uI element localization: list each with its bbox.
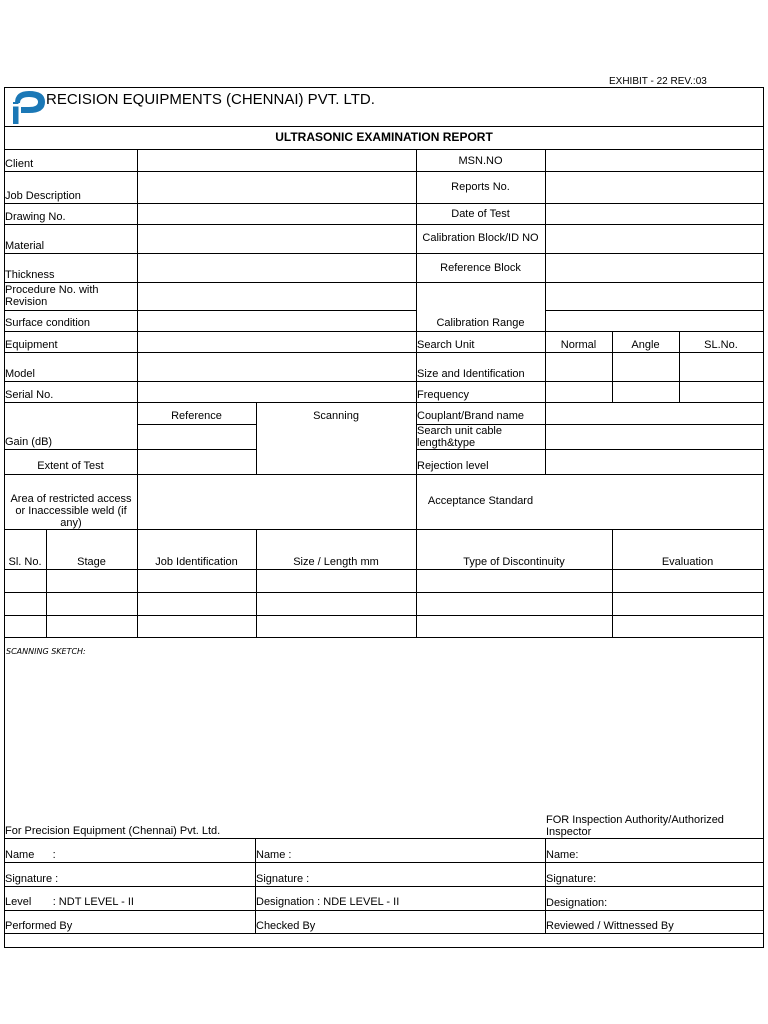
rule	[4, 529, 764, 530]
rule	[256, 529, 257, 637]
rule	[4, 381, 764, 382]
rule	[4, 331, 764, 332]
reviewer-signature: Signature:	[546, 873, 597, 885]
label-reference-block: Reference Block	[440, 262, 521, 274]
label-search-unit: Search Unit	[417, 339, 475, 351]
rule	[4, 149, 764, 150]
rule	[4, 224, 764, 225]
rule	[4, 474, 764, 475]
logo-underline	[4, 126, 14, 127]
th-evaluation: Evaluation	[661, 556, 714, 568]
rule	[4, 910, 764, 911]
label-calibration-block: Calibration Block/ID NO	[422, 232, 539, 244]
label-material: Material	[5, 240, 45, 252]
rule	[4, 310, 416, 311]
label-job-description: Job Description	[5, 190, 81, 202]
label-surface-condition: Surface condition	[5, 317, 90, 329]
label-sl-no: SL.No.	[704, 339, 738, 351]
rule	[4, 449, 256, 450]
rule	[4, 569, 764, 570]
label-model: Model	[5, 368, 35, 380]
label-couplant: Couplant/Brand name	[417, 410, 525, 422]
label-cable-length: Search unit cable length&type	[417, 425, 502, 449]
label-size-identification: Size and Identification	[417, 368, 525, 380]
label-client: Client	[5, 158, 34, 170]
performed-by-label: Performed By	[5, 920, 73, 932]
for-precision-label: For Precision Equipment (Chennai) Pvt. Ltd.	[5, 825, 221, 837]
rule	[4, 352, 764, 353]
rule	[137, 149, 138, 569]
rule	[4, 592, 764, 593]
rule	[612, 529, 613, 637]
rule	[4, 886, 764, 887]
label-acceptance-standard: Acceptance Standard	[427, 495, 534, 507]
reviewer-designation: Designation:	[546, 897, 608, 909]
label-extent-of-test: Extent of Test	[37, 460, 104, 472]
rule	[4, 947, 764, 948]
th-size-length: Size / Length mm	[293, 556, 379, 568]
checked-by-label: Checked By	[256, 920, 316, 932]
checker-signature: Signature :	[256, 873, 310, 885]
for-inspection-authority-label: FOR Inspection Authority/Authorized Inspector	[546, 814, 724, 838]
label-date-of-test: Date of Test	[451, 208, 510, 220]
label-drawing-no: Drawing No.	[5, 211, 66, 223]
label-frequency: Frequency	[417, 389, 469, 401]
reviewer-name: Name:	[546, 849, 579, 861]
label-restricted-access: Area of restricted access or Inaccessible weld (if any)	[10, 493, 132, 529]
label-rejection-level: Rejection level	[417, 460, 489, 472]
rule	[137, 569, 138, 637]
th-type-discontinuity: Type of Discontinuity	[463, 556, 565, 568]
reviewed-by-label: Reviewed / Wittnessed By	[546, 920, 674, 932]
rule	[545, 149, 546, 474]
label-procedure: Procedure No. with Revision	[5, 284, 99, 308]
company-logo	[9, 89, 49, 127]
rule	[137, 424, 256, 425]
rule	[416, 569, 417, 637]
rule	[4, 615, 764, 616]
performer-signature: Signature :	[5, 873, 59, 885]
rule	[4, 402, 764, 403]
rule	[4, 838, 764, 839]
label-serial-no: Serial No.	[5, 389, 54, 401]
label-reference: Reference	[171, 410, 222, 422]
rule	[4, 253, 764, 254]
label-thickness: Thickness	[5, 269, 55, 281]
th-job-identification: Job Identification	[155, 556, 238, 568]
exhibit-number: EXHIBIT - 22 REV.:03	[609, 76, 707, 87]
label-reports-no: Reports No.	[451, 181, 510, 193]
label-scanning: Scanning	[313, 410, 359, 422]
th-sl-no: Sl. No.	[8, 556, 42, 568]
performer-name: Name :	[5, 849, 56, 861]
rule	[4, 203, 764, 204]
label-gain: Gain (dB)	[5, 436, 53, 448]
report-title: ULTRASONIC EXAMINATION REPORT	[275, 130, 493, 144]
label-equipment: Equipment	[5, 339, 58, 351]
label-msn-no: MSN.NO	[458, 155, 503, 167]
rule	[4, 171, 764, 172]
rule	[4, 637, 764, 638]
checker-name: Name :	[256, 849, 292, 861]
company-name: RECISION EQUIPMENTS (CHENNAI) PVT. LTD.	[46, 91, 375, 108]
rule	[416, 449, 764, 450]
rule	[545, 310, 764, 311]
rule	[4, 933, 764, 934]
rule	[4, 126, 764, 127]
rule	[763, 87, 764, 948]
performer-level: Level : NDT LEVEL - II	[5, 896, 134, 908]
th-stage: Stage	[77, 556, 106, 568]
label-calibration-range: Calibration Range	[436, 317, 525, 329]
rule	[4, 862, 764, 863]
rule	[4, 282, 764, 283]
label-angle: Angle	[631, 339, 660, 351]
scanning-sketch-label: SCANNING SKETCH:	[6, 647, 86, 656]
rule	[46, 529, 47, 637]
checker-designation: Designation : NDE LEVEL - II	[256, 896, 400, 908]
label-normal: Normal	[560, 339, 597, 351]
